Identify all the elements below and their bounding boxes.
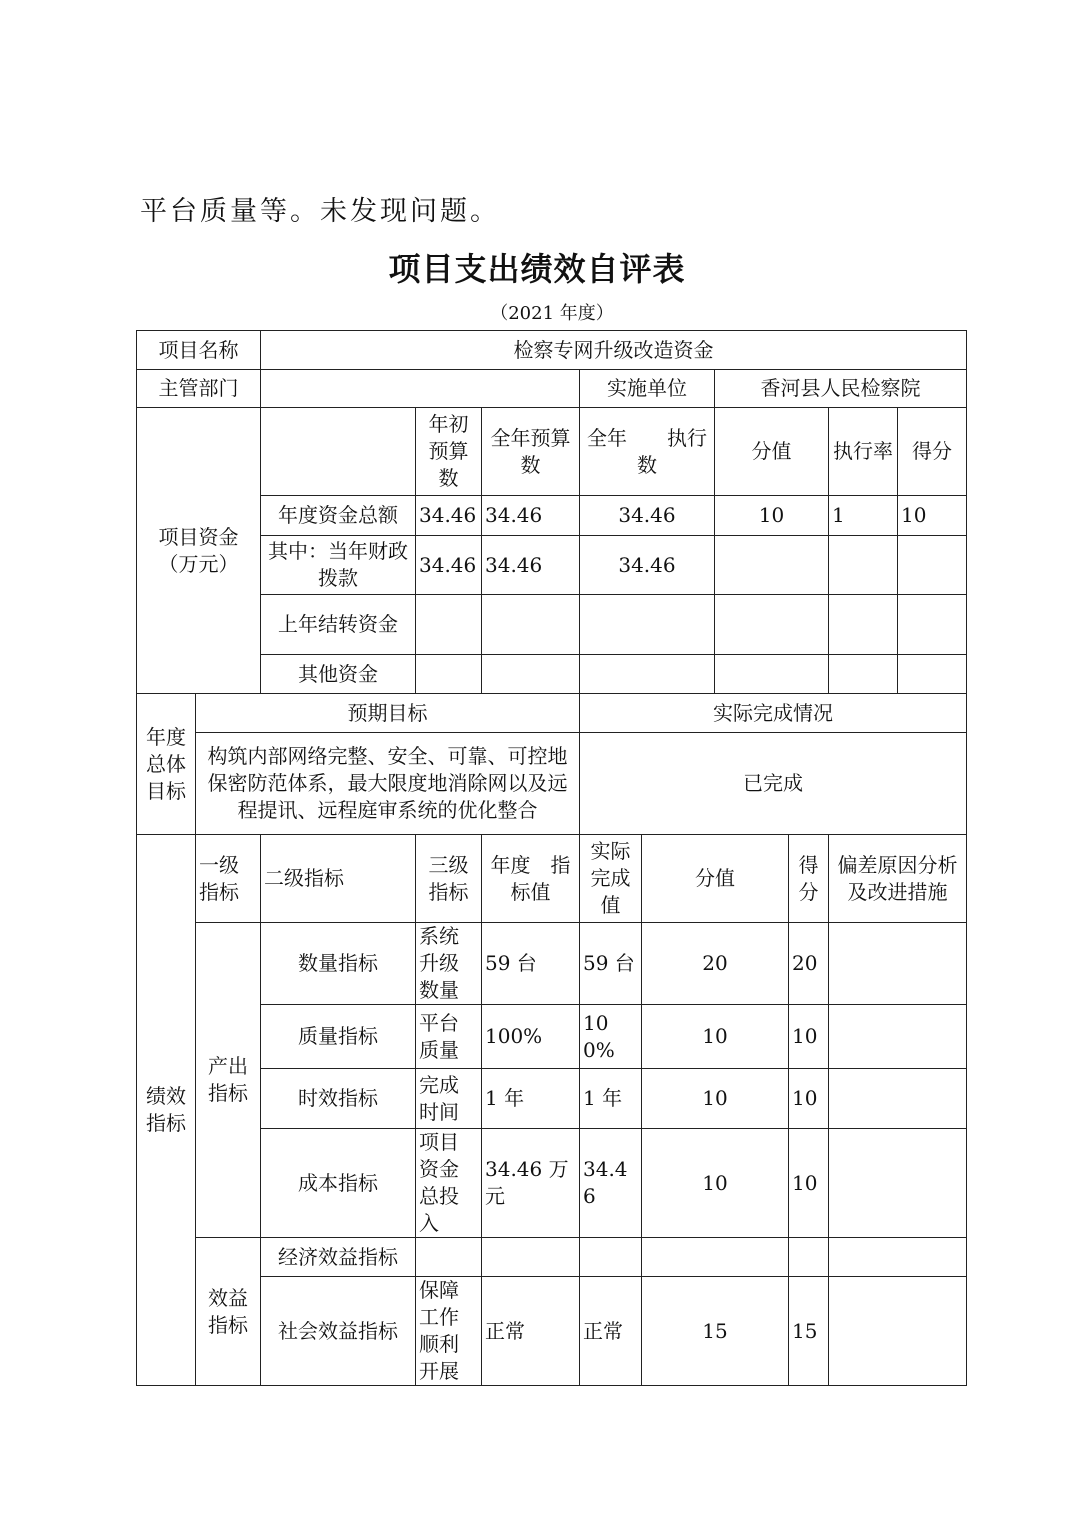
indicator-target: 正常 [482,1277,580,1386]
funds-row-name: 其中：当年财政拨款 [261,536,416,595]
perf-header-actual-value: 实际完成值 [580,835,642,923]
indicator-row [137,1129,967,1238]
indicator-target: 100% [482,1005,580,1069]
funds-header-score: 得分 [898,408,967,496]
indicator-deviation-reason [829,1238,967,1277]
indicator-score-value [642,1238,789,1277]
perf-header-level2: 二级指标 [261,835,416,923]
funds-header-executed: 全年 执行数 [580,408,715,496]
actual-completion-header: 实际完成情况 [580,694,967,733]
indicator-deviation-reason [829,1069,967,1129]
benefit-indicator-label: 效益指标 [196,1238,261,1386]
funds-header-score-value: 分值 [715,408,829,496]
indicator-score-value: 15 [642,1277,789,1386]
funds-annual-budget [482,655,580,694]
indicator-score: 15 [789,1277,829,1386]
funds-score-value: 10 [715,496,829,536]
funds-initial-budget [416,655,482,694]
performance-label: 绩效指标 [137,835,196,1386]
funds-score [898,536,967,595]
indicator-deviation-reason [829,1005,967,1069]
indicator-row [137,1238,967,1277]
funds-score-value [715,595,829,655]
indicator-score-value: 10 [642,1005,789,1069]
self-evaluation-table [136,330,967,1386]
funds-label: 项目资金（万元） [137,408,261,694]
funds-initial-budget: 34.46 [416,536,482,595]
perf-header-deviation-reason: 偏差原因分析及改进措施 [829,835,967,923]
indicator-actual: 100% [580,1005,642,1069]
indicator-actual: 59 台 [580,923,642,1005]
funds-initial-budget: 34.46 [416,496,482,536]
funds-execution-rate [829,595,898,655]
indicator-deviation-reason [829,1277,967,1386]
department-value [261,370,580,408]
funds-execution-rate [829,536,898,595]
funds-row [137,655,967,694]
project-name-value: 检察专网升级改造资金 [261,331,967,370]
implementing-unit-value: 香河县人民检察院 [715,370,967,408]
perf-header-annual-target: 年度 指标值 [482,835,580,923]
indicator-score-value: 10 [642,1129,789,1238]
goals-header-row [137,694,967,733]
department-row [137,370,967,408]
funds-executed [580,655,715,694]
indicator-score: 10 [789,1069,829,1129]
indicator-actual: 34.46 [580,1129,642,1238]
project-name-row [137,331,967,370]
expected-goal-text: 构筑内部网络完整、安全、可靠、可控地保密防范体系，最大限度地消除网以及远程提讯、远程庭审系统的优化整合 [196,733,580,835]
funds-row [137,536,967,595]
funds-execution-rate [829,655,898,694]
indicator-level3: 平台质量 [416,1005,482,1069]
funds-executed: 34.46 [580,536,715,595]
funds-score-value [715,655,829,694]
funds-score-value [715,536,829,595]
indicator-level2: 数量指标 [261,923,416,1005]
funds-score [898,655,967,694]
annual-goals-label: 年度总体目标 [137,694,196,835]
document-year: （2021 年度） [490,303,614,324]
indicator-score: 10 [789,1005,829,1069]
indicator-deviation-reason [829,1129,967,1238]
funds-executed [580,595,715,655]
implementing-unit-label: 实施单位 [580,370,715,408]
funds-annual-budget [482,595,580,655]
funds-row [137,496,967,536]
indicator-row [137,923,967,1005]
funds-executed: 34.46 [580,496,715,536]
perf-header-level3: 三级指标 [416,835,482,923]
expected-goal-header: 预期目标 [196,694,580,733]
intro-text: 平台质量等。未发现问题。 [140,196,500,227]
indicator-row [137,1005,967,1069]
perf-header-level1: 一级指标 [196,835,261,923]
funds-header-execution-rate: 执行率 [829,408,898,496]
funds-execution-rate: 1 [829,496,898,536]
output-indicator-label: 产出指标 [196,923,261,1238]
indicator-actual: 1 年 [580,1069,642,1129]
document-title: 项目支出绩效自评表 [388,250,686,288]
indicator-row [137,1277,967,1386]
perf-header-score: 得分 [789,835,829,923]
indicator-level2: 时效指标 [261,1069,416,1129]
indicator-target: 59 台 [482,923,580,1005]
indicator-target [482,1238,580,1277]
funds-row-name: 其他资金 [261,655,416,694]
indicator-level2: 质量指标 [261,1005,416,1069]
funds-row-name: 上年结转资金 [261,595,416,655]
indicator-target: 1 年 [482,1069,580,1129]
indicator-actual [580,1238,642,1277]
funds-header-blank [261,408,416,496]
indicator-level3: 完成时间 [416,1069,482,1129]
indicator-level2: 经济效益指标 [261,1238,416,1277]
indicator-level2: 成本指标 [261,1129,416,1238]
department-label: 主管部门 [137,370,261,408]
performance-header-row [137,835,967,923]
funds-header-annual-budget: 全年预算数 [482,408,580,496]
indicator-actual: 正常 [580,1277,642,1386]
project-name-label: 项目名称 [137,331,261,370]
indicator-score [789,1238,829,1277]
funds-annual-budget: 34.46 [482,536,580,595]
indicator-score: 10 [789,1129,829,1238]
funds-header-row [137,408,967,496]
indicator-level3: 系统升级数量 [416,923,482,1005]
indicator-score: 20 [789,923,829,1005]
indicator-score-value: 10 [642,1069,789,1129]
funds-row-name: 年度资金总额 [261,496,416,536]
goals-content-row [137,733,967,835]
indicator-level3: 项目资金总投入 [416,1129,482,1238]
funds-row [137,595,967,655]
perf-header-score-value: 分值 [642,835,789,923]
funds-score [898,595,967,655]
indicator-level3 [416,1238,482,1277]
indicator-level3: 保障工作顺利开展 [416,1277,482,1386]
funds-score: 10 [898,496,967,536]
indicator-score-value: 20 [642,923,789,1005]
indicator-target: 34.46 万元 [482,1129,580,1238]
funds-header-initial-budget: 年初预算数 [416,408,482,496]
funds-annual-budget: 34.46 [482,496,580,536]
funds-initial-budget [416,595,482,655]
indicator-row [137,1069,967,1129]
indicator-level2: 社会效益指标 [261,1277,416,1386]
actual-completion-text: 已完成 [580,733,967,835]
indicator-deviation-reason [829,923,967,1005]
